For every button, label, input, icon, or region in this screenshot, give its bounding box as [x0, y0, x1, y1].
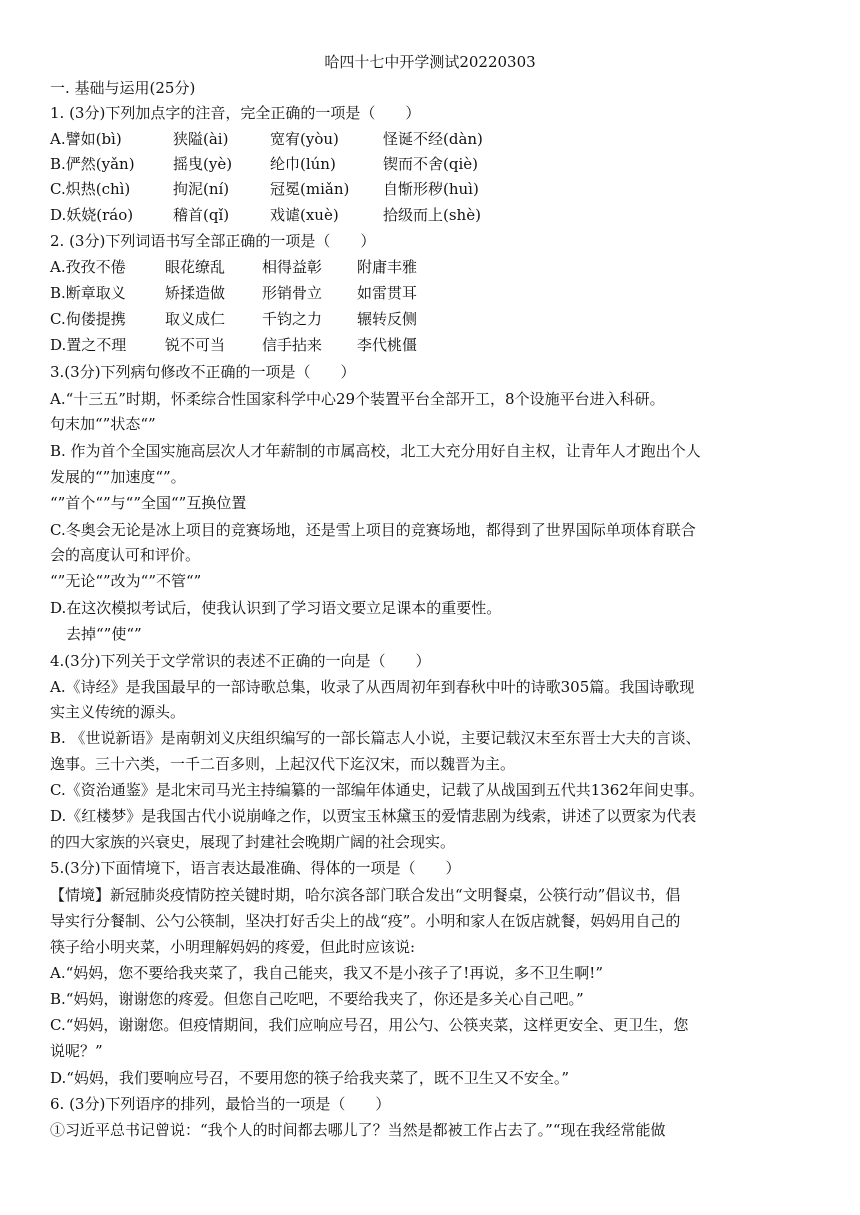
- question-5-context-cont: 筷子给小明夹菜，小明理解妈妈的疼爱，但此时应该说:: [50, 938, 416, 956]
- section-heading: 一. 基础与运用(25分): [50, 79, 196, 97]
- question-4-option-a-cont: 实主义传统的源头。: [50, 703, 186, 721]
- question-1-stem: 1. (3分)下列加点字的注音，完全正确的一项是（ ）: [50, 104, 421, 122]
- option-term: 眼花缭乱: [165, 258, 226, 276]
- option-term: 形销骨立: [262, 284, 323, 302]
- option-term: D.妖娆(ráo): [50, 206, 134, 224]
- page-title: 哈四十七中开学测试20220303: [324, 53, 536, 71]
- question-1-option-a: [50, 128, 483, 150]
- option-term: 相得益彰: [262, 258, 323, 276]
- question-1-option-c: [50, 178, 479, 200]
- question-2-stem: 2. (3分)下列词语书写全部正确的一项是（ ）: [50, 232, 376, 250]
- option-term: 狭隘(ài): [173, 130, 229, 148]
- question-3-option-c-cont: 会的高度认可和评价。: [50, 546, 201, 564]
- question-5-option-c: C.“妈妈，谢谢您。但疫情期间，我们应响应号召，用公勺、公筷夹菜，这样更安全、更卫生，您: [50, 1016, 689, 1034]
- option-term: 拾级而上(shè): [383, 206, 481, 224]
- option-term: 纶巾(lún): [270, 155, 336, 173]
- option-term: A.孜孜不倦: [50, 258, 126, 276]
- option-term: 取义成仁: [165, 310, 226, 328]
- question-2-option-d: [50, 334, 417, 356]
- option-term: 锐不可当: [165, 336, 226, 354]
- option-term: 戏谑(xuè): [270, 206, 339, 224]
- option-term: 拘泥(ní): [173, 180, 230, 198]
- question-4-option-a: A.《诗经》是我国最早的一部诗歌总集，收录了从西周初年到春秋中叶的诗歌305篇。我国诗歌现: [50, 678, 695, 696]
- question-6-stem: 6. (3分)下列语序的排列，最恰当的一项是（ ）: [50, 1095, 391, 1113]
- question-4-option-b: B. 《世说新语》是南朝刘义庆组织编写的一部长篇志人小说，主要记载汉末至东晋士大夫的言谈、: [50, 729, 701, 747]
- option-term: C.炽热(chì): [50, 180, 131, 198]
- question-3-option-b: B. 作为首个全国实施高层次人才年薪制的市属高校，北工大充分用好自主权，让青年人才跑出个人: [50, 442, 701, 460]
- question-3-stem: 3.(3分)下列病句修改不正确的一项是（ ）: [50, 363, 356, 381]
- question-4-option-d-cont: 的四大家族的兴衰史，展现了封建社会晚期广阔的社会现实。: [50, 833, 456, 851]
- question-2-option-a: [50, 256, 417, 278]
- question-4-option-c: C.《资治通鉴》是北宋司马光主持编纂的一部编年体通史，记载了从战国到五代共1362年间史事。: [50, 781, 704, 799]
- option-term: 怪诞不经(dàn): [383, 130, 483, 148]
- option-term: 摇曳(yè): [173, 155, 233, 173]
- option-term: 宽宥(yòu): [270, 130, 339, 148]
- option-term: 附庸丰雅: [357, 258, 418, 276]
- option-term: D.置之不理: [50, 336, 127, 354]
- question-5-context-cont: 导实行分餐制、公勺公筷制，坚决打好舌尖上的战“疫”。小明和家人在饭店就餐，妈妈用自己的: [50, 912, 681, 930]
- question-1-option-b: [50, 153, 478, 175]
- option-term: 信手拈来: [262, 336, 323, 354]
- option-term: A.譬如(bì): [50, 130, 122, 148]
- question-5-option-c-cont: 说呢？”: [50, 1042, 103, 1060]
- option-term: 千钧之力: [262, 310, 323, 328]
- question-3-option-b-fix: “”首个“”与“”全国“”互换位置: [50, 494, 247, 512]
- question-6-sentence-1: ①习近平总书记曾说：“我个人的时间都去哪儿了？当然是都被工作占去了。”“现在我经常能做: [50, 1121, 666, 1139]
- option-term: 冠冕(miǎn): [270, 180, 350, 198]
- question-3-option-c-fix: “”无论“”改为“”不管“”: [50, 572, 202, 590]
- question-5-stem: 5.(3分)下面情境下，语言表达最准确、得体的一项是（ ）: [50, 859, 461, 877]
- question-3-option-d: D.在这次模拟考试后，使我认识到了学习语文要立足课本的重要性。: [50, 599, 502, 617]
- question-4-option-d: D.《红楼梦》是我国古代小说崩峰之作，以贾宝玉林黛玉的爱情悲剧为线索，讲述了以贾家为代表: [50, 807, 697, 825]
- question-3-option-c: C.冬奥会无论是冰上项目的竞赛场地，还是雪上项目的竞赛场地，都得到了世界国际单项体育联合: [50, 521, 696, 539]
- option-term: 锲而不舍(qiè): [383, 155, 478, 173]
- question-1-option-d: [50, 204, 481, 226]
- question-5-option-d: D.“妈妈，我们要响应号召，不要用您的筷子给我夹菜了，既不卫生又不安全。”: [50, 1069, 570, 1087]
- option-term: 如雷贯耳: [357, 284, 418, 302]
- question-2-option-b: [50, 282, 417, 304]
- question-4-option-b-cont: 逸事。三十六类，一千二百多则，上起汉代下迄汉宋，而以魏晋为主。: [50, 755, 516, 773]
- option-term: C.佝偻提携: [50, 310, 126, 328]
- question-4-stem: 4.(3分)下列关于文学常识的表述不正确的一向是（ ）: [50, 652, 431, 670]
- question-2-option-c: [50, 308, 417, 330]
- option-term: B.俨然(yǎn): [50, 155, 135, 173]
- option-term: 稽首(qǐ): [173, 206, 230, 224]
- question-3-option-b-cont: 发展的“”加速度“”。: [50, 468, 186, 486]
- question-3-option-a-fix: 句末加“”状态“”: [50, 415, 156, 433]
- option-term: 矫揉造做: [165, 284, 226, 302]
- question-3-option-a: A.“十三五”时期，怀柔综合性国家科学中心29个装置平台全部开工，8个设施平台进入科研。: [50, 390, 665, 408]
- option-term: 自惭形秽(huì): [383, 180, 479, 198]
- option-term: 李代桃僵: [357, 336, 418, 354]
- option-term: 辗转反侧: [357, 310, 418, 328]
- question-5-option-b: B.“妈妈，谢谢您的疼爱。但您自己吃吧，不要给我夹了，你还是多关心自己吧。”: [50, 990, 584, 1008]
- question-5-option-a: A.“妈妈，您不要给我夹菜了，我自己能夹，我又不是小孩子了!再说，多不卫生啊!”: [50, 964, 603, 982]
- question-5-context: 【情境】新冠肺炎疫情防控关键时期，哈尔滨各部门联合发出“文明餐桌，公筷行动”倡议书，倡: [50, 886, 681, 904]
- option-term: B.断章取义: [50, 284, 126, 302]
- question-3-option-d-fix: 去掉“”使“”: [66, 625, 142, 643]
